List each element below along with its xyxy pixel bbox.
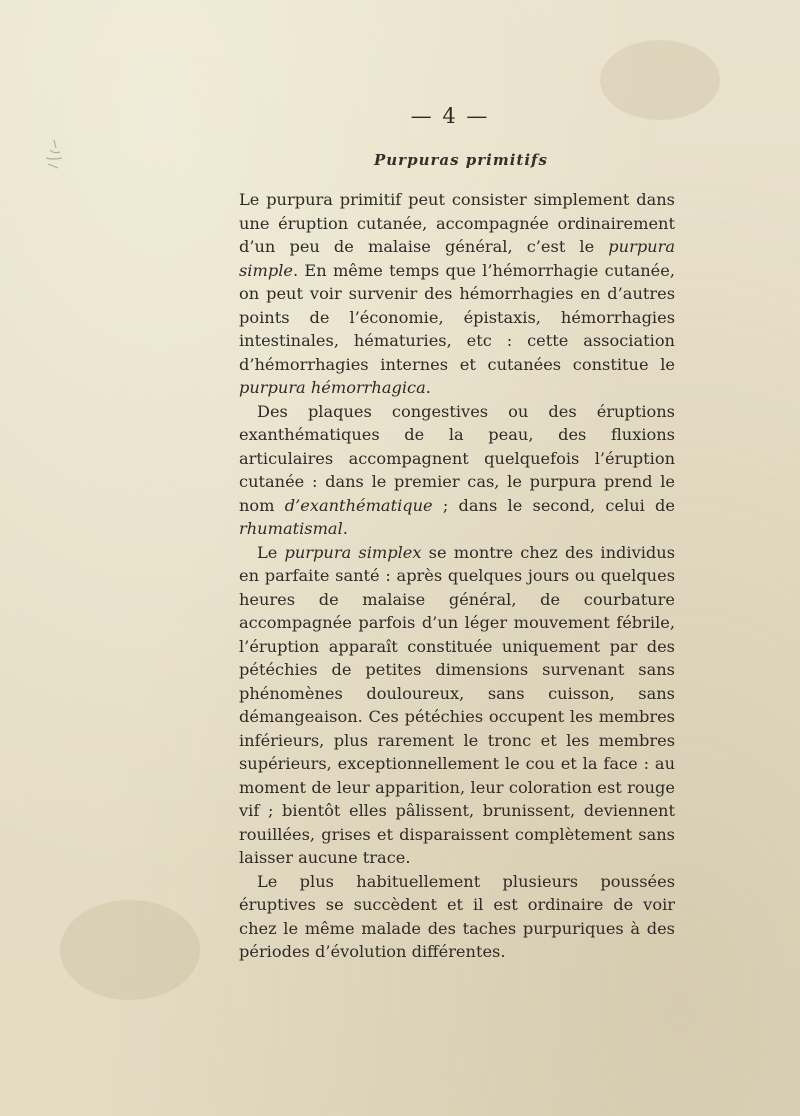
paragraph-text: Des plaques congestives ou des éruptions exanthématiques de la peau, des fluxions articulaires accompagnent quelquefois l’éruption cutanée : dans le premier cas, le purpura prend le nom bbox=[239, 401, 675, 515]
pencil-mark-icon bbox=[40, 138, 66, 172]
paragraph bbox=[239, 188, 675, 400]
paragraph-text: . bbox=[342, 519, 348, 538]
italic-term: rhumatismal bbox=[239, 519, 343, 538]
paragraph bbox=[239, 400, 675, 541]
section-heading: Purpuras primitifs bbox=[374, 151, 548, 169]
paragraph-text: . bbox=[425, 378, 431, 397]
paragraph bbox=[239, 870, 675, 964]
paragraph-text: . En même temps que l’hémorrhagie cutanée, on peut voir survenir des hémorrhagies en d’autres points de l’économie, épistaxis, hémorrhagies intestinales, hématuries, etc : cette association d’hémorrhagies internes et cutanées constitue le bbox=[239, 260, 675, 374]
body-text bbox=[239, 188, 675, 964]
italic-term: purpura hémorrhagica bbox=[239, 378, 426, 397]
paper-stain bbox=[60, 900, 200, 1000]
page-number: — 4 — bbox=[410, 104, 490, 128]
paragraph-text: Le plus habituellement plusieurs poussées éruptives se succèdent et il est ordinaire de voir chez le même malade des taches purpuriques à des périodes d’évolution différentes. bbox=[239, 871, 675, 961]
paragraph-text: Le purpura primitif peut consister simplement dans une éruption cutanée, accompagnée ordinairement d’un peu de malaise général, c’est le bbox=[239, 190, 675, 256]
paragraph-text: Le bbox=[257, 542, 285, 562]
italic-term: purpura simple bbox=[239, 237, 675, 280]
italic-term: purpura simplex bbox=[284, 542, 422, 562]
paragraph-text: ; dans le second, celui de bbox=[432, 495, 675, 515]
italic-term: d’exanthématique bbox=[284, 495, 433, 515]
paragraph-text: se montre chez des individus en parfaite santé : après quelques jours ou quelques heures de malaise général, de courbature accompagnée parfois d’un léger mouvement fébrile, l’éruption apparaît constituée uniquement par des pétéchies de petites dimensions survenant sans phénomènes douloureux, sans cuisson, sans démangeaison. Ces pétéchies occupent les membres inférieurs, plus rarement le tronc et les membres supérieurs, exceptionnellement le cou et la face : au moment de leur apparition, leur coloration est rouge vif ; bientôt elles pâlissent, brunissent, deviennent rouillées, grises et disparaissent complètement sans laisser aucune trace. bbox=[239, 542, 675, 867]
paragraph bbox=[239, 541, 675, 870]
